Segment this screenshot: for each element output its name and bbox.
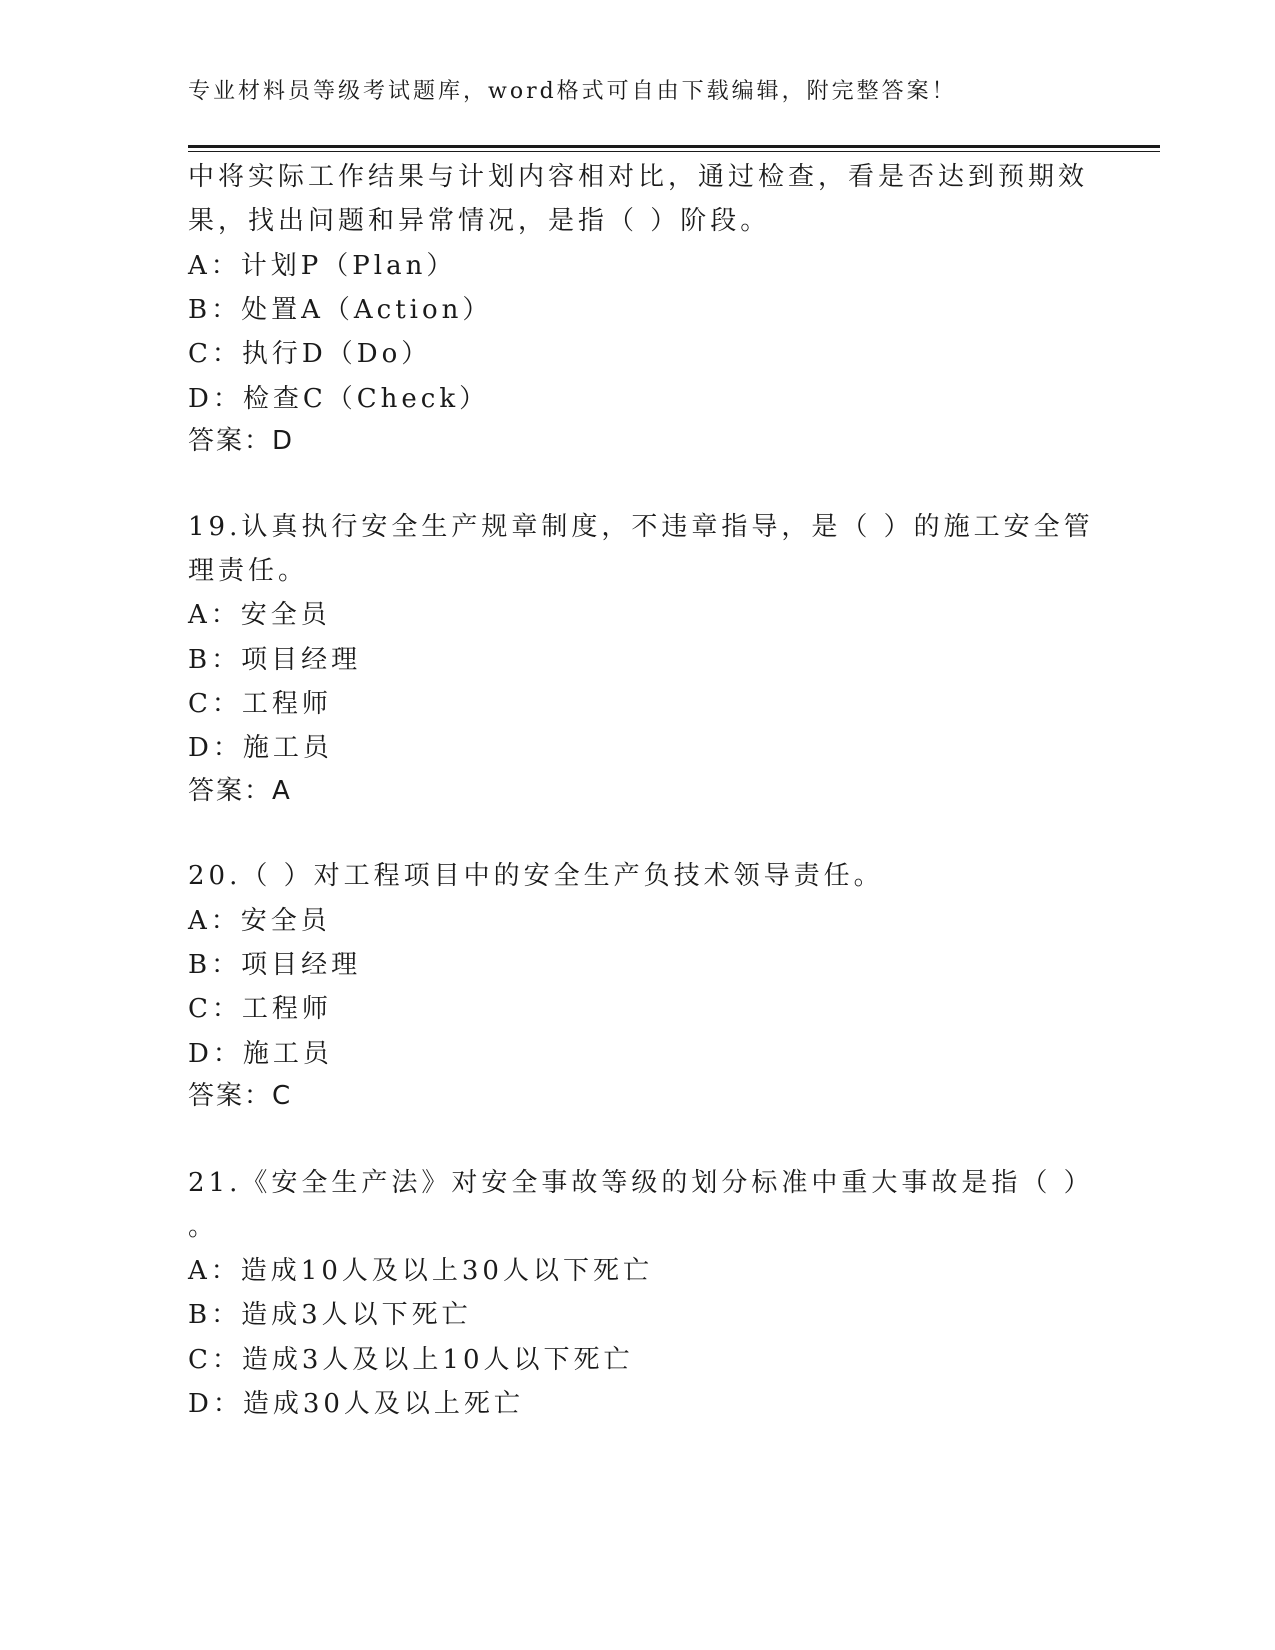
q21-option-a: A：造成10人及以上30人以下死亡 <box>188 1256 653 1286</box>
q19-stem-line1: 19.认真执行安全生产规章制度，不违章指导，是（ ）的施工安全管 <box>188 512 1094 542</box>
q21-option-c: C：造成3人及以上10人以下死亡 <box>188 1345 634 1375</box>
q20-option-a: A：安全员 <box>188 906 331 936</box>
q18-stem-line2: 果，找出问题和异常情况，是指（ ）阶段。 <box>188 206 771 236</box>
q18-stem-line1: 中将实际工作结果与计划内容相对比，通过检查，看是否达到预期效 <box>188 162 1089 192</box>
q19-option-d: D：施工员 <box>188 733 333 763</box>
q20-option-d: D：施工员 <box>188 1039 333 1069</box>
q20-option-c: C：工程师 <box>188 994 332 1024</box>
q21-stem-line1: 21.《安全生产法》对安全事故等级的划分标准中重大事故是指（ ） <box>188 1168 1094 1198</box>
page-header: 专业材料员等级考试题库，word格式可自由下载编辑，附完整答案！ <box>188 79 957 104</box>
q20-answer: 答案：C <box>188 1081 293 1111</box>
q18-option-d: D：检查C（Check） <box>188 384 490 414</box>
q18-option-a: A：计划P（Plan） <box>188 251 457 281</box>
q19-option-a: A：安全员 <box>188 600 331 630</box>
q20-option-b: B：项目经理 <box>188 950 362 980</box>
q19-answer: 答案：A <box>188 776 292 806</box>
header-rule-thick <box>188 145 1160 148</box>
q21-stem-line2: 。 <box>188 1212 219 1242</box>
q19-stem-line2: 理责任。 <box>188 556 309 586</box>
q21-option-d: D：造成30人及以上死亡 <box>188 1389 524 1419</box>
q21-option-b: B：造成3人以下死亡 <box>188 1300 472 1330</box>
q18-option-c: C：执行D（Do） <box>188 339 432 369</box>
q19-option-c: C：工程师 <box>188 689 332 719</box>
header-rule-thin <box>188 151 1160 152</box>
q18-option-b: B：处置A（Action） <box>188 295 493 325</box>
q18-answer: 答案：D <box>188 426 295 456</box>
q20-stem-line1: 20.（ ）对工程项目中的安全生产负技术领导责任。 <box>188 861 884 891</box>
q19-option-b: B：项目经理 <box>188 645 362 675</box>
